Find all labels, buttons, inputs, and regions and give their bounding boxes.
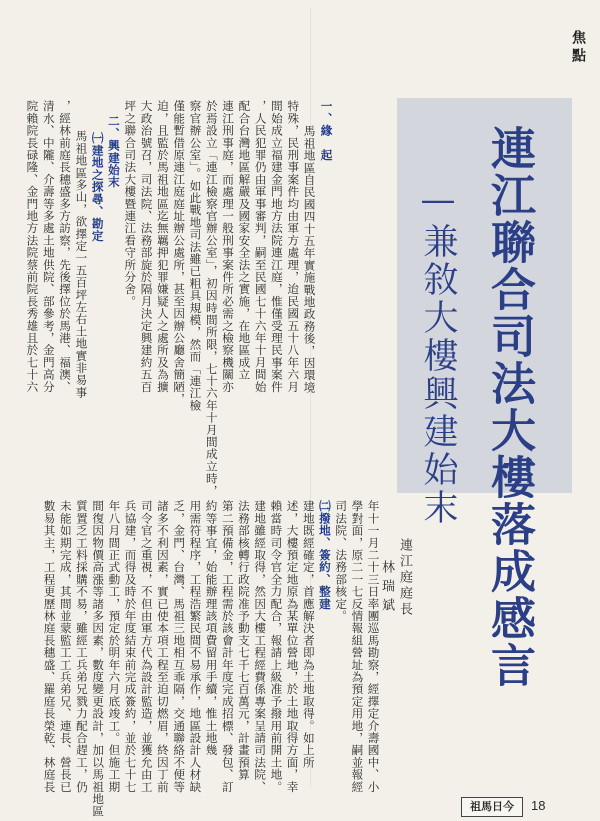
right-text-column: ㈡撥地、簽約、整建: [317, 500, 332, 610]
left-text-column: 清水、中隴、介壽等多處土地供院、部參考，金門高分: [41, 100, 56, 393]
left-text-column: 馬祖地區自民國四十五年實施戰地政務後，因環境: [302, 125, 317, 394]
right-text-column: 乏，金門、台灣、馬祖三地相互乖隔，交通聯絡不便等: [172, 500, 187, 793]
right-text-column: 建地雖經取得，然因大樓工程經費係專案呈請司法院、: [253, 500, 268, 793]
right-text-column: 諸多不利因素，實已使本項工程至迫切燃眉，終因丁前: [155, 500, 170, 793]
left-text-column: 察官辦公室」。如此戰地司法雖已粗具規模，然而「連江檢: [188, 100, 203, 412]
left-text-column: 坪之聯合司法大樓暨連江看守所分舍。: [123, 100, 138, 308]
right-text-column: 數易其主，工程更歷林庭長穗盛、羅庭長榮乾、林庭長: [42, 500, 57, 793]
right-text-column: 司法院、法務部核定。: [334, 500, 349, 622]
left-text-column: 迫，且監於馬祖地區迄無羈押犯罪嫌疑人之處所及為擴: [155, 100, 170, 393]
right-text-column: 司令官之重視，不但由軍方代為設計監造，並獲允由工: [139, 500, 154, 793]
subtitle: —兼敘大樓興建始末: [418, 180, 458, 527]
right-text-column: 約等事宜，始能辦理該項費留用手續，惟土地幾: [204, 500, 219, 757]
right-text-column: 建地既經確定，首應解決者即為土地取得。如上所: [301, 500, 316, 769]
left-text-column: 二、興建始末: [106, 115, 121, 189]
right-text-column: 間復因物價高漲等諸多因素，數度變更設計，加以馬祖地區: [91, 500, 106, 818]
right-text-column: 年十一月二十三日率團巡馬勘察，經擇定介壽國中、小: [366, 500, 381, 793]
left-text-column: ㈠建地之探尋、勘定: [90, 132, 105, 242]
right-text-column: 質置乏工料採購不易，雖經工兵弟兄戮力配合趕工，仍: [74, 500, 89, 793]
right-text-column: 用需符程序，工程浩繁民間不易承作，地區設計人材缺: [188, 500, 203, 793]
left-text-column: 特殊，民刑事案件均由軍方處理，迨民國五十八年六月: [286, 100, 301, 393]
left-text-column: 大政治號召，司法院、法務部旋於隔月決定興建約五百: [139, 100, 154, 393]
left-text-column: 僅能暫借原連江庭庭址辦公處所，甚至因辦公廳舍簡陋，: [172, 100, 187, 405]
right-text-column: 學對面，原二一七反情報組營址為預定用地，嗣並報經: [350, 500, 365, 793]
left-text-column: ，人民犯罪仍由軍事審判，嗣至民國七十六年十月間始: [253, 100, 268, 393]
section-tag: 焦點: [570, 30, 586, 66]
main-title: 連江聯合司法大樓落成感言: [483, 125, 536, 689]
right-text-column: 第二預備金，工程需於該會計年度完成招標、發包、訂: [220, 500, 235, 793]
left-text-column: 間始成立福建金門地方法院連江庭，惟僅受理民事案件: [269, 100, 284, 393]
right-text-column: 兵協建，而得及時於年度結束前完成簽約，並於七十七: [123, 500, 138, 793]
left-text-column: 於焉設立「連江檢察官辦公室」，初因時間所限，七十六年十月間成立時，: [204, 100, 219, 497]
section-heading-origin: 一、緣 起: [319, 100, 334, 161]
left-text-column: 院賴院長碌隆、金門地方法院蔡前院長秀雄且於七十六: [25, 100, 40, 393]
author-name: 林瑞斌: [379, 560, 394, 617]
right-text-column: 未能如期完成，其間並蒙監工工兵弟兄、連長、營長已: [58, 500, 73, 793]
right-text-column: 述，大樓預定地原為某單位營地，於土地取得方面，幸: [285, 500, 300, 793]
left-text-column: 連江刑事庭，而處理一般刑事案件所必需之檢察機關亦: [221, 100, 236, 393]
right-text-column: 年八月間正式動工，預定於明年六月底竣工。但施工期: [107, 500, 122, 793]
left-text-column: 馬祖地區多山，欲擇定一五百坪左右土地實非易事: [74, 130, 89, 399]
right-text-column: 賴當時司令官全力配合，報請上級准予撥用前開土地。: [269, 500, 284, 793]
right-text-column: 法務部核轉行政院准予動支七千七百萬元，計畫預算: [236, 500, 251, 781]
left-text-column: 配合台灣地區解嚴及國家安全法之實施，在地區成立: [237, 100, 252, 381]
page-number: 18: [531, 798, 546, 813]
left-text-column: ，經林前庭長穗盛多方訪察，先後擇位於馬港、福澳、: [58, 100, 73, 393]
author-role: 連江庭庭長: [397, 538, 412, 618]
publication-mark: 祖馬日今: [461, 797, 523, 817]
